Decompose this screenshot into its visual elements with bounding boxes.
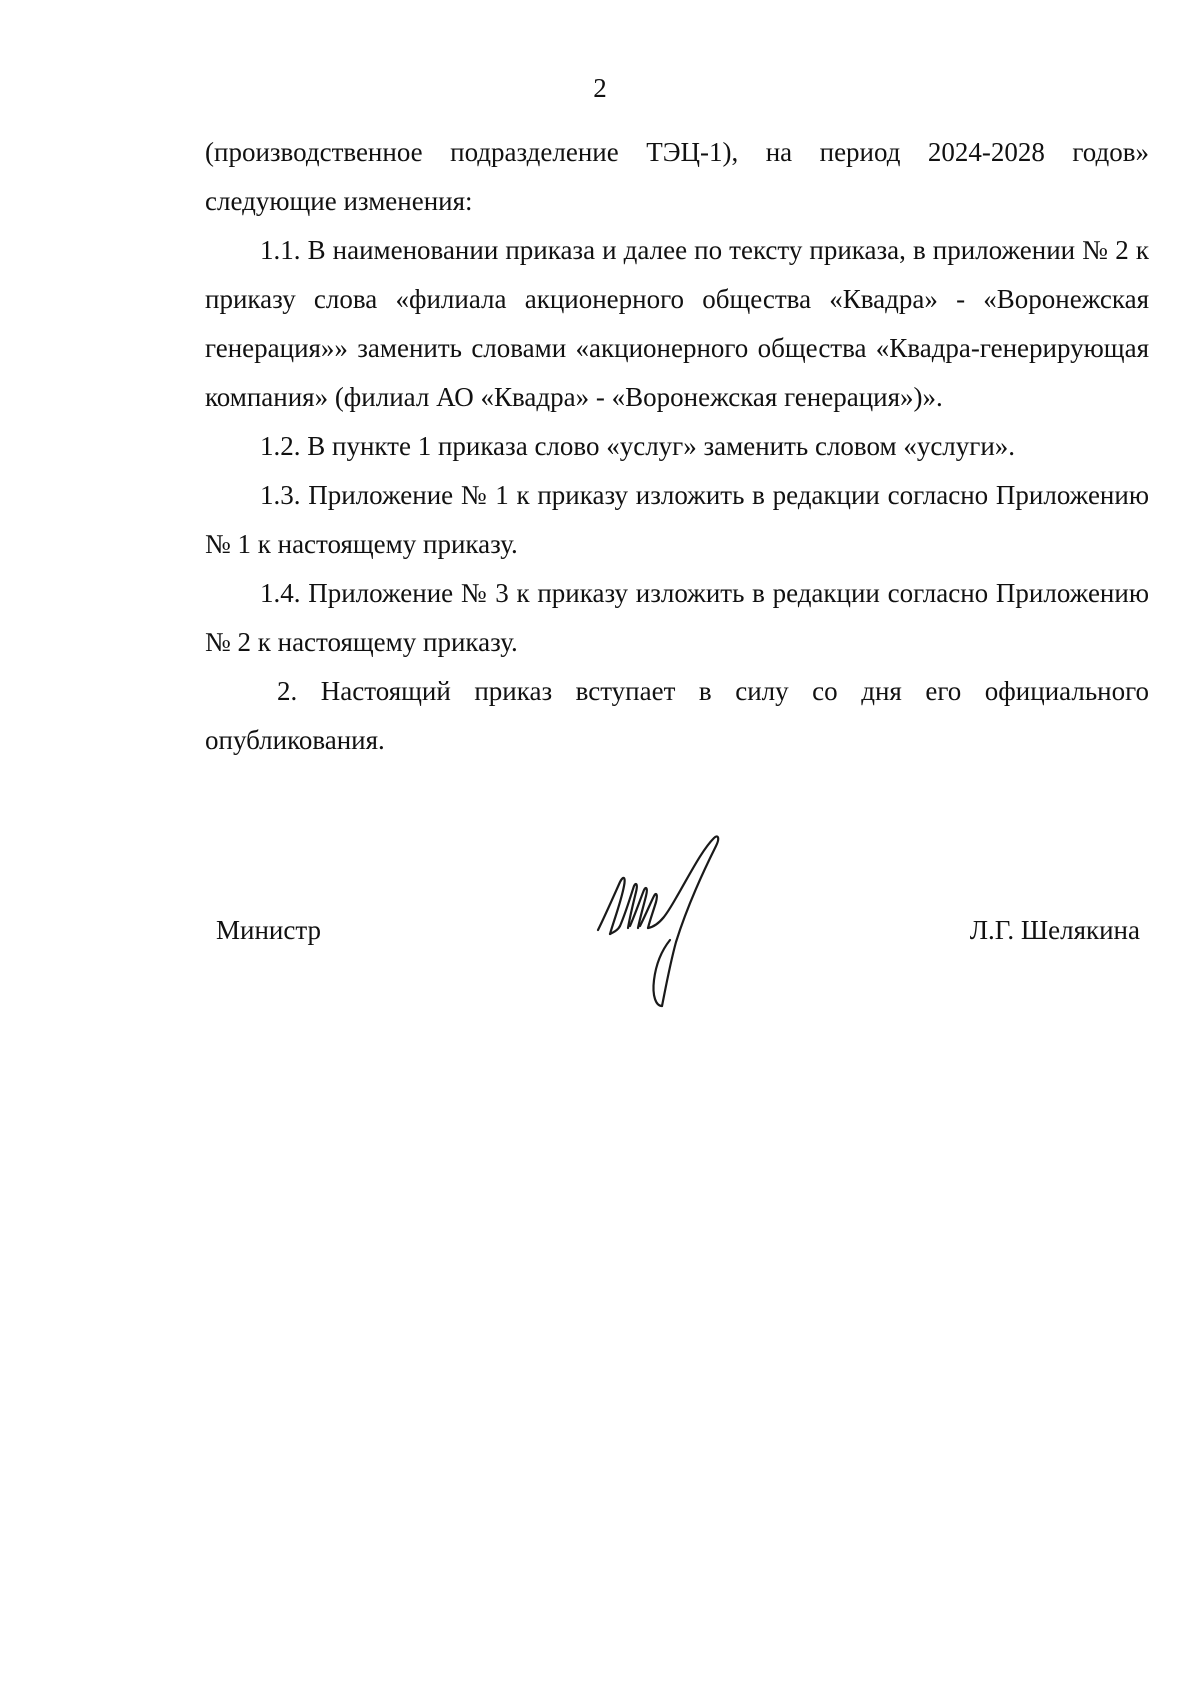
signer-name: Л.Г. Шелякина: [969, 915, 1140, 945]
signer-title: Министр: [216, 915, 321, 945]
paragraph-1-4: 1.4. Приложение № 3 к приказу изложить в редакции согласно Приложению № 2 к настоящему приказу.: [205, 578, 1149, 657]
paragraph-1-1: 1.1. В наименовании приказа и далее по тексту приказа, в приложении № 2 к приказу слова «филиала акционерного общества «Квадра» - «Воронежская генерация»» заменить словами «акционерного общества «Квадра-генерирующая компания» (филиал АО «Квадра» - «Воронежская генерация»)».: [205, 235, 1149, 412]
paragraph-1-3: 1.3. Приложение № 1 к приказу изложить в редакции согласно Приложению № 1 к настоящему приказу.: [205, 480, 1149, 559]
handwritten-signature-icon: [590, 830, 740, 1010]
page-number: 2: [593, 73, 607, 103]
document-body: [205, 128, 1149, 765]
paragraph-2: 2. Настоящий приказ вступает в силу со дня его официального опубликования.: [205, 676, 1149, 755]
paragraph-continuation: (производственное подразделение ТЭЦ-1), на период 2024-2028 годов» следующие изменения:: [205, 137, 1149, 216]
paragraph-1-2: 1.2. В пункте 1 приказа слово «услуг» заменить словом «услуги».: [260, 431, 1016, 461]
